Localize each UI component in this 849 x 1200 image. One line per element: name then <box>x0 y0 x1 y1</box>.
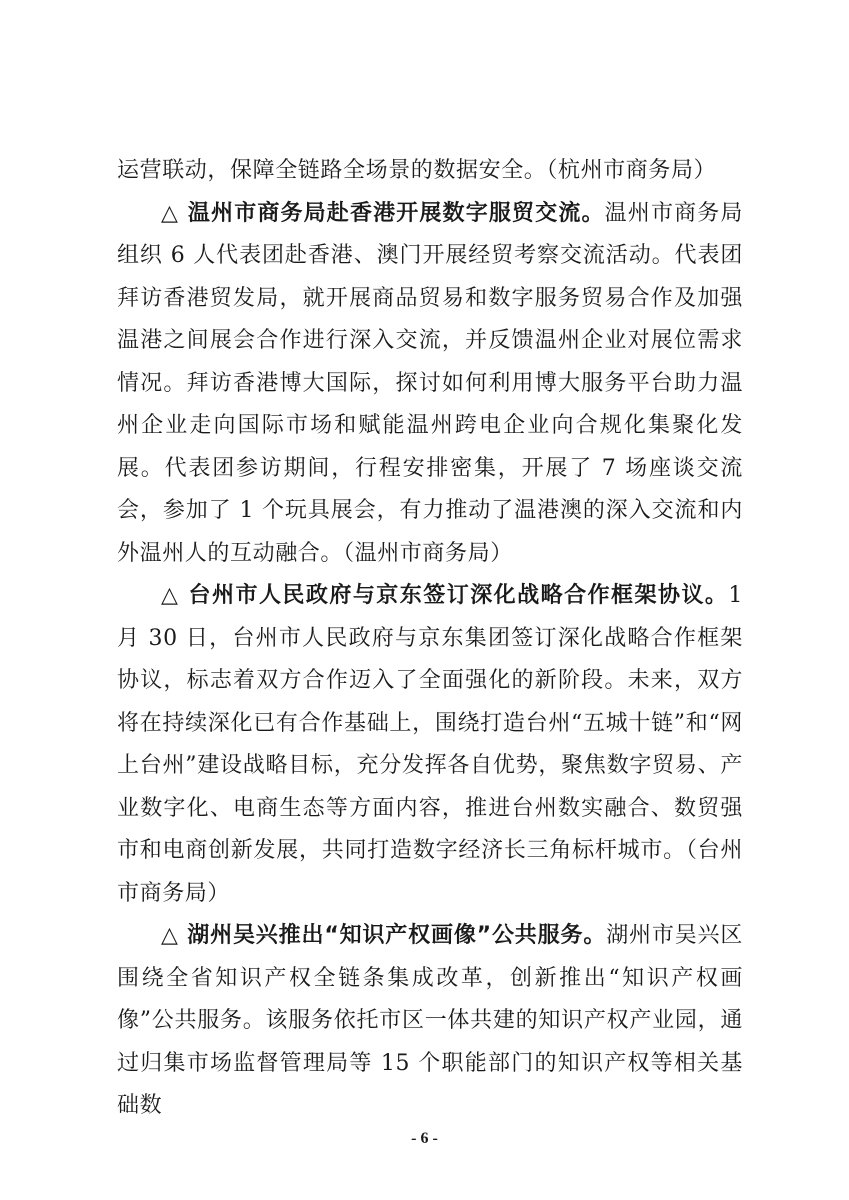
triangle-marker-icon: △ <box>161 583 189 608</box>
document-body <box>117 150 743 1128</box>
paragraph-huzhou <box>117 915 743 1128</box>
triangle-marker-icon: △ <box>161 923 188 948</box>
paragraph-heading: 温州市商务局赴香港开展数字服贸交流。 <box>187 200 605 226</box>
paragraph-text: 湖州市吴兴区围绕全省知识产权全链条集成改革，创新推出“知识产权画像”公共服务。该服务依托市区一体共建的知识产权产业园，通过归集市场监督管理局等 15 个职能部门的知识产权等相关基础数 <box>117 923 743 1118</box>
paragraph-text: 温州市商务局组织 6 人代表团赴香港、澳门开展经贸考察交流活动。代表团拜访香港贸发局，就开展商品贸易和数字服务贸易合作及加强温港之间展会合作进行深入交流，并反馈温州企业对展位需求情况。拜访香港博大国际，探讨如何利用博大服务平台助力温州企业走向国际市场和赋能温州跨电企业向合规化集聚化发展。代表团参访期间，行程安排密集，开展了 7 场座谈交流会，参加了 1 个玩具展会，有力推动了温港澳的深入交流和内外温州人的互动融合。（温州市商务局） <box>117 200 744 566</box>
paragraph-heading: 湖州吴兴推出“知识产权画像”公共服务。 <box>187 923 607 948</box>
triangle-marker-icon: △ <box>161 200 188 226</box>
page-number: - 6 - <box>411 1130 438 1147</box>
paragraph-text: 1 月 30 日，台州市人民政府与京东集团签订深化战略合作框架协议，标志着双方合作迈入了全面强化的新阶段。未来，双方将在持续深化已有合作基础上，围绕打造台州“五城十链”和“网上台州”建设战略目标，充分发挥各自优势，聚焦数字贸易、产业数字化、电商生态等方面内容，推进台州数实融合、数贸强市和电商创新发展，共同打造数字经济长三角标杆城市。（台州市商务局） <box>117 583 743 906</box>
paragraph-wenzhou <box>117 193 743 576</box>
paragraph-heading: 台州市人民政府与京东签订深化战略合作框架协议。 <box>188 583 729 608</box>
paragraph-taizhou <box>117 575 743 915</box>
paragraph-continuation <box>117 150 743 193</box>
paragraph-text: 运营联动，保障全链路全场景的数据安全。（杭州市商务局） <box>117 158 717 183</box>
